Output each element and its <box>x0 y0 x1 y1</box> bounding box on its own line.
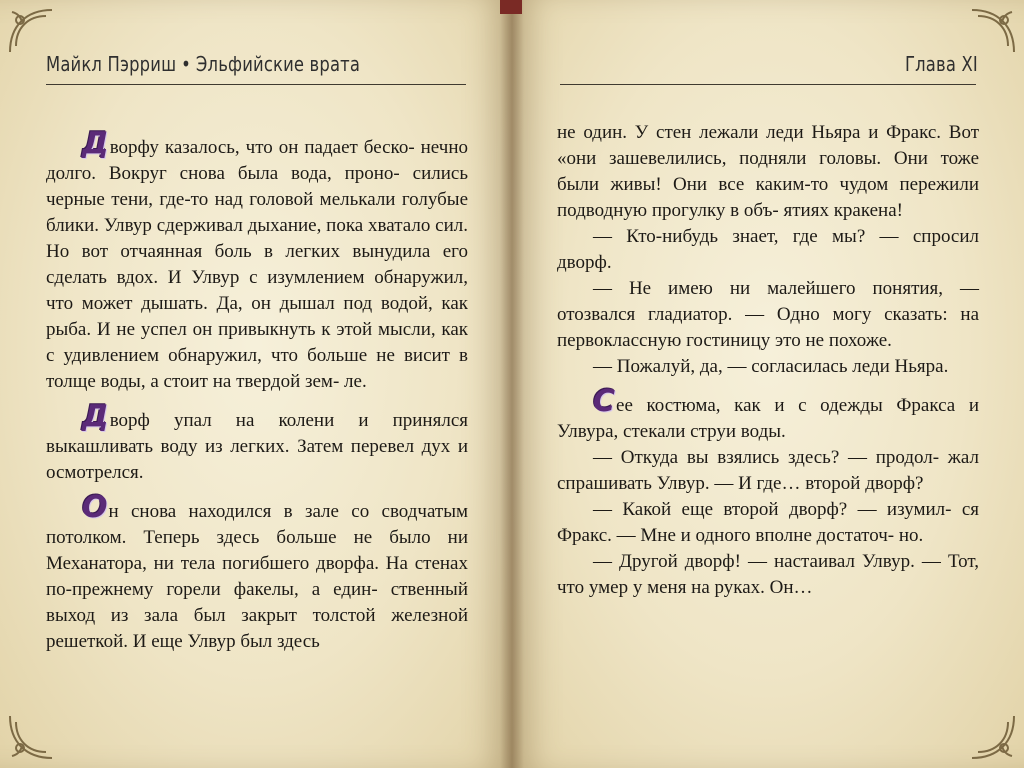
book-author: Майкл Пэрриш <box>46 52 177 76</box>
text-line: висит в толще воды, а стоит на твердой зем- <box>46 345 469 392</box>
text-line: Они тоже были живы! Они все каким-то <box>557 148 979 195</box>
text-line: жал спрашивать Улвур. — И где… второй <box>557 447 980 494</box>
text-line: ственный выход из зала был закрыт толстой <box>46 579 468 626</box>
text-line: чудом пережили подводную прогулку в объ- <box>557 174 979 221</box>
text-line: н снова находился в зале со сводчатым <box>108 501 468 522</box>
text-line: потолком. Теперь здесь больше не было ни <box>46 527 468 548</box>
paragraph <box>557 120 979 224</box>
book-title: Эльфийские врата <box>195 52 361 76</box>
paragraph <box>46 490 469 655</box>
text-line: выкашливать воду из легких. Затем перевел <box>46 436 415 457</box>
text-line: Механатора, ни тела погибшего дворфа. На <box>46 553 408 574</box>
text-line: Улвура, стекали струи воды. <box>557 421 786 442</box>
header-separator: • <box>181 52 192 76</box>
dialogue-line <box>557 497 979 549</box>
text-line: нечно долго. Вокруг снова была вода, проно- <box>46 137 468 184</box>
ornament-top-left-icon <box>6 6 56 56</box>
text-line: — Откуда вы взялись здесь? — продол- <box>593 447 940 468</box>
right-page-text <box>557 120 979 601</box>
text-line: на первоклассную гостиницу это не похоже. <box>557 304 980 351</box>
text-line: — Не имею ни малейшего понятия, — <box>593 278 979 299</box>
dialogue-line <box>557 276 979 354</box>
text-line: дворф. <box>557 252 612 273</box>
text-line: Улвур с изумлением обнаружил, что может <box>46 267 468 314</box>
dialogue-line <box>557 445 979 497</box>
header-rule-left <box>46 84 466 85</box>
text-line: ворф упал на колени и принялся <box>109 410 468 431</box>
text-line: ле. <box>344 371 367 392</box>
text-line: железной решеткой. И еще Улвур был здесь <box>46 605 469 652</box>
drop-cap: О <box>82 490 108 525</box>
text-line: ятиях кракена! <box>783 200 903 221</box>
drop-cap: Д <box>82 399 109 434</box>
text-line: дворф? <box>865 473 924 494</box>
text-line: ся Фракс. — Мне и одного вполне достаточ- <box>557 499 980 546</box>
text-line: И не успел он привыкнуть к этой мысли, как <box>96 319 469 340</box>
text-line: стенах по-прежнему горели факелы, а един- <box>46 553 468 600</box>
text-line: Ньяра. <box>894 356 949 377</box>
text-line: — Кто-нибудь знает, где мы? — спросил <box>593 226 979 247</box>
text-line: ее костюма, как и с одежды Фракса и <box>616 395 979 416</box>
text-line: ворфу казалось, что он падает беско- <box>109 137 415 158</box>
text-line: боль в легких вынудила его сделать вдох. И <box>46 241 468 288</box>
ornament-bottom-right-icon <box>968 712 1018 762</box>
paragraph <box>46 399 468 486</box>
chapter-title: Глава XI <box>905 52 978 76</box>
text-line: дыхание, пока хватало сил. Но вот отчаянная <box>46 215 468 262</box>
header-rule-right <box>560 84 976 85</box>
text-line: Тот, что умер у меня на руках. Он… <box>557 551 980 598</box>
right-page[interactable] <box>512 0 1024 768</box>
paragraph <box>46 126 469 395</box>
bookmark-ribbon <box>500 0 522 14</box>
text-line: мелькали голубые блики. Улвур сдерживал <box>46 189 468 236</box>
drop-cap: Д <box>82 126 109 161</box>
paragraph <box>557 384 979 445</box>
dialogue-line <box>557 354 979 380</box>
dialogue-line <box>557 549 979 601</box>
text-line: дух и осмотрелся. <box>46 436 468 483</box>
text-line: — Пожалуй, да, — согласилась леди <box>593 356 890 377</box>
text-line: сились черные тени, где-то над головой <box>46 163 469 210</box>
text-line: — Другой дворф! — настаивал Улвур. — <box>593 551 941 572</box>
text-line: Вот «они зашевелились, подняли головы. <box>557 122 980 169</box>
text-line: но. <box>898 525 924 546</box>
text-line: отозвался гладиатор. — Одно могу сказать: <box>557 304 948 325</box>
drop-cap: С <box>593 384 616 419</box>
book-spine <box>500 0 524 768</box>
text-line: дышать. Да, он дышал под водой, как рыба. <box>46 293 469 340</box>
text-line: не один. У стен лежали леди Ньяра и Фракс. <box>557 122 942 143</box>
ornament-top-right-icon <box>968 6 1018 56</box>
page-header-left <box>46 52 360 76</box>
dialogue-line <box>557 224 979 276</box>
left-page-text <box>46 126 469 655</box>
text-line: — Какой еще второй дворф? — изумил- <box>593 499 952 520</box>
ornament-bottom-left-icon <box>6 712 56 762</box>
text-line: с удивлением обнаружил, что больше не <box>46 345 395 366</box>
